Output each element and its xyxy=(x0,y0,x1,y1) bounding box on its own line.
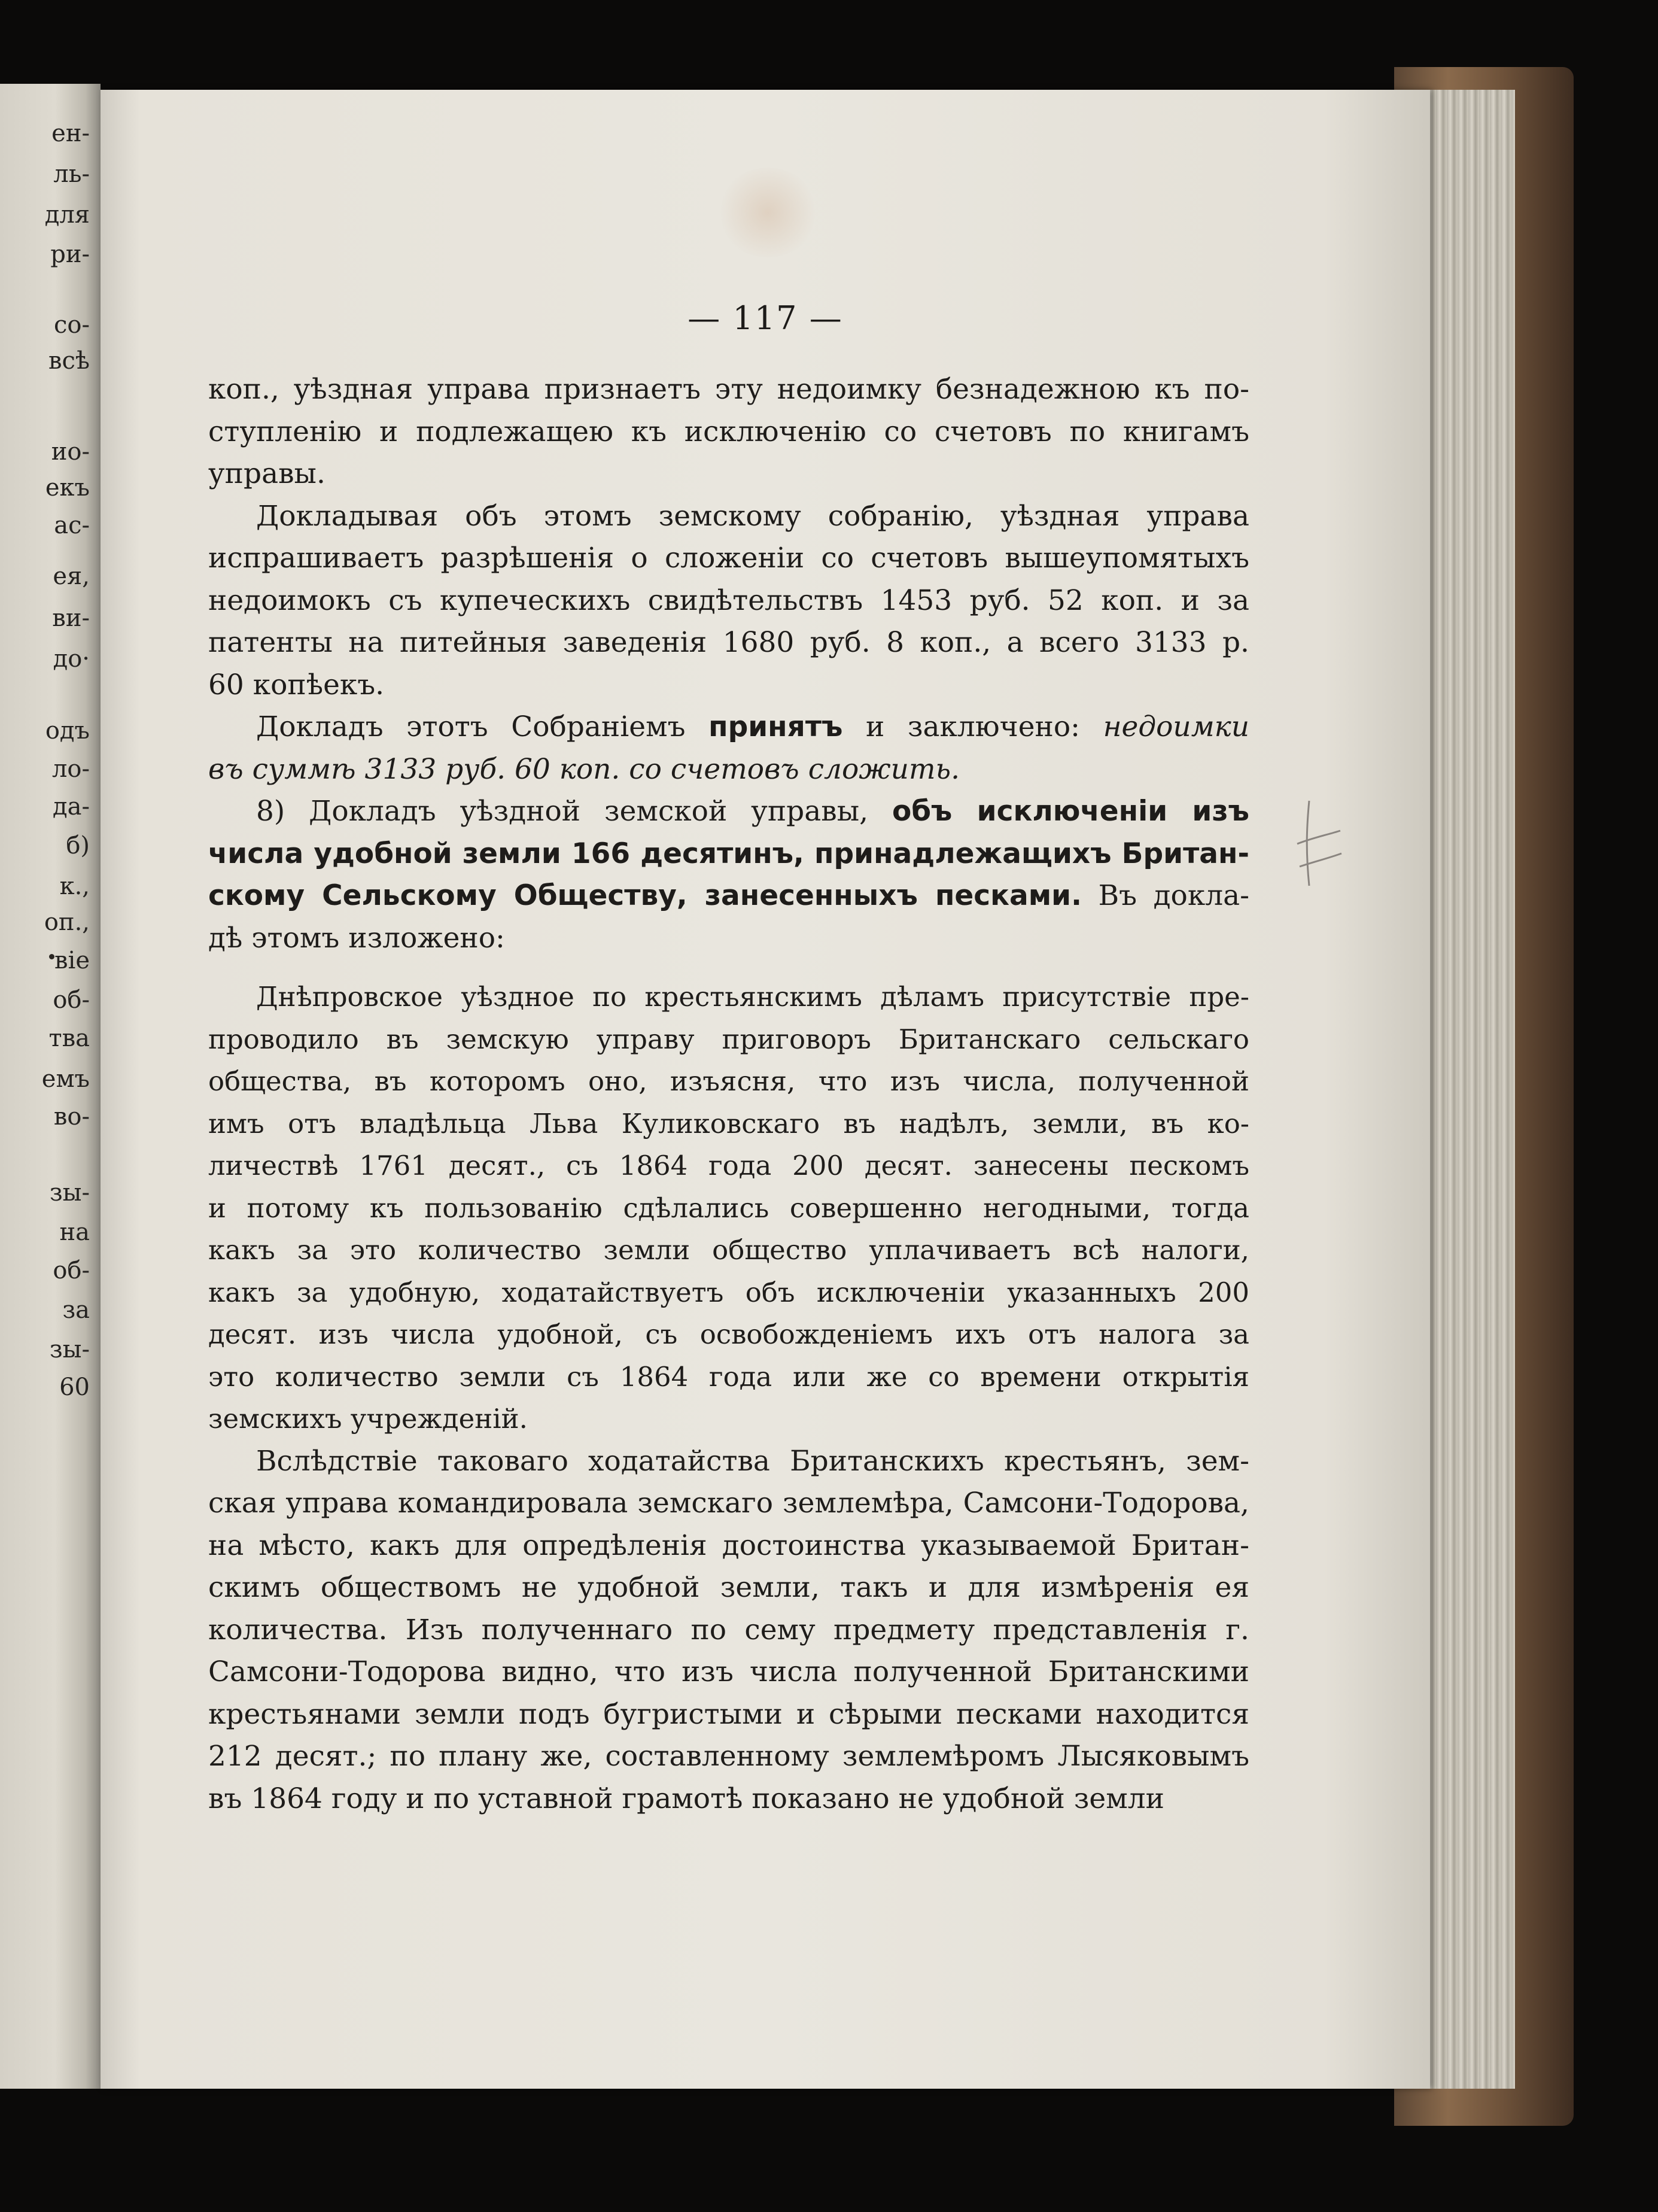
text-line: ступленію и подлежащею къ исключенію со счетовъ по книгамъ xyxy=(208,415,1249,448)
pencil-margin-mark xyxy=(1291,796,1345,898)
left-page-fragment: об- xyxy=(53,986,90,1014)
left-page-fragment: зы- xyxy=(49,1336,90,1363)
left-page-fragment: на xyxy=(59,1219,90,1246)
left-page-fragment: до· xyxy=(53,645,90,673)
left-page-fragment: об- xyxy=(53,1257,90,1284)
bold-term: принятъ xyxy=(708,710,843,743)
text-line: десят. изъ числа удобной, съ освобожденіемъ ихъ отъ налога за xyxy=(208,1318,1249,1350)
text-line: въ 1864 году и по уставной грамотѣ показано не удобной земли xyxy=(208,1782,1164,1815)
left-page-fragment: ви- xyxy=(52,604,90,632)
text-line: Вслѣдствіе таковаго ходатайства Британскихъ крестьянъ, зем- xyxy=(256,1444,1249,1478)
text-line: недоимокъ съ купеческихъ свидѣтельствъ 1453 руб. 52 коп. и за xyxy=(208,584,1249,617)
report-heading: скому Сельскому Обществу, занесенныхъ песками. xyxy=(208,879,1082,912)
text-line: патенты на питейныя заведенія 1680 руб. 8 коп., а всего 3133 р. xyxy=(208,626,1249,659)
text-line: Докладывая объ этомъ земскому собранію, уѣздная управа xyxy=(256,499,1249,533)
text-line: и потому къ пользованію сдѣлались совершенно негодными, тогда xyxy=(208,1192,1249,1224)
paper-stain xyxy=(717,168,819,257)
left-page-fragment: одъ xyxy=(45,717,90,745)
paragraph-2 xyxy=(208,496,1249,707)
page-edges xyxy=(1425,90,1515,2089)
text-line: управы. xyxy=(208,457,325,490)
left-page-fragment: всѣ xyxy=(48,347,90,375)
text-line: земскихъ учрежденій. xyxy=(208,1403,528,1435)
left-facing-page xyxy=(0,84,101,2089)
left-page-fragment: да- xyxy=(53,793,90,821)
book-page xyxy=(101,90,1430,2089)
page-text xyxy=(208,369,1249,1820)
paragraph-1 xyxy=(208,369,1249,496)
left-page-fragment: зы- xyxy=(49,1179,90,1207)
text-line: 8) Докладъ уѣздной земской управы, объ исключеніи изъ xyxy=(256,795,1249,828)
left-page-fragment: 60 xyxy=(59,1374,90,1401)
left-page-fragment: екъ xyxy=(45,474,90,502)
text-line: ская управа командировала земскаго землемѣра, Самсони-Тодорова, xyxy=(208,1487,1249,1520)
text-line: скимъ обществомъ не удобной земли, такъ и для измѣренія ея xyxy=(208,1571,1249,1604)
paragraph-3 xyxy=(208,706,1249,791)
report-heading-line: числа удобной земли 166 десятинъ, принадлежащихъ Британ- xyxy=(208,837,1249,870)
left-page-fragment: б) xyxy=(66,832,90,859)
paragraph-6 xyxy=(208,1441,1249,1821)
text-line: Самсони-Тодорова видно, что изъ числа полученной Британскими xyxy=(208,1655,1249,1688)
report-heading: объ исключеніи изъ xyxy=(892,795,1249,828)
text-line: какъ за это количество земли общество уплачиваетъ всѣ налоги, xyxy=(208,1234,1249,1266)
left-page-fragment: віе xyxy=(54,947,90,974)
text-line: на мѣсто, какъ для опредѣленія достоинства указываемой Британ- xyxy=(208,1529,1249,1562)
left-page-fragment: емъ xyxy=(41,1065,90,1093)
text-line: это количество земли съ 1864 года или же со времени открытія xyxy=(208,1360,1249,1393)
left-page-fragment: ль- xyxy=(53,160,90,188)
left-page-fragment: тва xyxy=(48,1025,90,1052)
left-page-fragment: для xyxy=(44,201,90,229)
left-page-fragment: со- xyxy=(54,311,90,339)
left-page-fragment: во- xyxy=(53,1103,90,1131)
left-page-fragment: ас- xyxy=(54,512,90,539)
left-page-fragment: ен- xyxy=(51,120,90,147)
text-line: 212 десят.; по плану же, составленному землемѣромъ Лысяковымъ xyxy=(208,1740,1249,1773)
left-page-fragment: ри- xyxy=(50,241,90,268)
paragraph-4 xyxy=(208,791,1249,959)
text-line: имъ отъ владѣльца Льва Куликовскаго въ надѣлъ, земли, въ ко- xyxy=(208,1107,1249,1140)
text-line: коп., уѣздная управа признаетъ эту недоимку безнадежною къ по- xyxy=(208,373,1249,406)
text-line: испрашиваетъ разрѣшенія о сложеніи со счетовъ вышеупомятыхъ xyxy=(208,542,1249,575)
text-line: Днѣпровское уѣздное по крестьянскимъ дѣламъ присутствіе пре- xyxy=(256,981,1249,1013)
text-line: проводило въ земскую управу приговоръ Британскаго сельскаго xyxy=(208,1023,1249,1055)
text-line: крестьянами земли подъ бугристыми и сѣрыми песками находится xyxy=(208,1697,1249,1731)
text-line: въ суммѣ 3133 руб. 60 коп. со счетовъ сложить. xyxy=(208,752,960,786)
left-page-fragment: оп., xyxy=(44,908,90,936)
text-line: количества. Изъ полученнаго по сему предмету представленія г. xyxy=(208,1613,1249,1646)
left-page-fragment: к., xyxy=(59,873,90,900)
left-page-fragment: ио- xyxy=(51,438,90,466)
text-line: какъ за удобную, ходатайствуетъ объ исключеніи указанныхъ 200 xyxy=(208,1276,1249,1308)
text-line: 60 копѣекъ. xyxy=(208,668,385,701)
left-page-fragment: ея, xyxy=(53,563,90,590)
margin-dot xyxy=(49,954,54,959)
left-page-fragment: за xyxy=(62,1296,90,1324)
text-line: общества, въ которомъ оно, изъясня, что изъ числа, полученной xyxy=(208,1065,1249,1097)
text-line: скому Сельскому Обществу, занесенныхъ песками. Въ докла- xyxy=(208,879,1249,912)
paragraph-5 xyxy=(208,976,1249,1441)
left-page-fragment: ло- xyxy=(51,755,90,783)
text-line: Докладъ этотъ Собраніемъ принятъ и заключено: недоимки xyxy=(256,710,1249,743)
italic-resolution: недоимки xyxy=(1103,710,1249,743)
page-number: — 117 — xyxy=(687,299,843,337)
text-line: личествѣ 1761 десят., съ 1864 года 200 десят. занесены пескомъ xyxy=(208,1150,1249,1181)
text-line: дѣ этомъ изложено: xyxy=(208,921,505,955)
